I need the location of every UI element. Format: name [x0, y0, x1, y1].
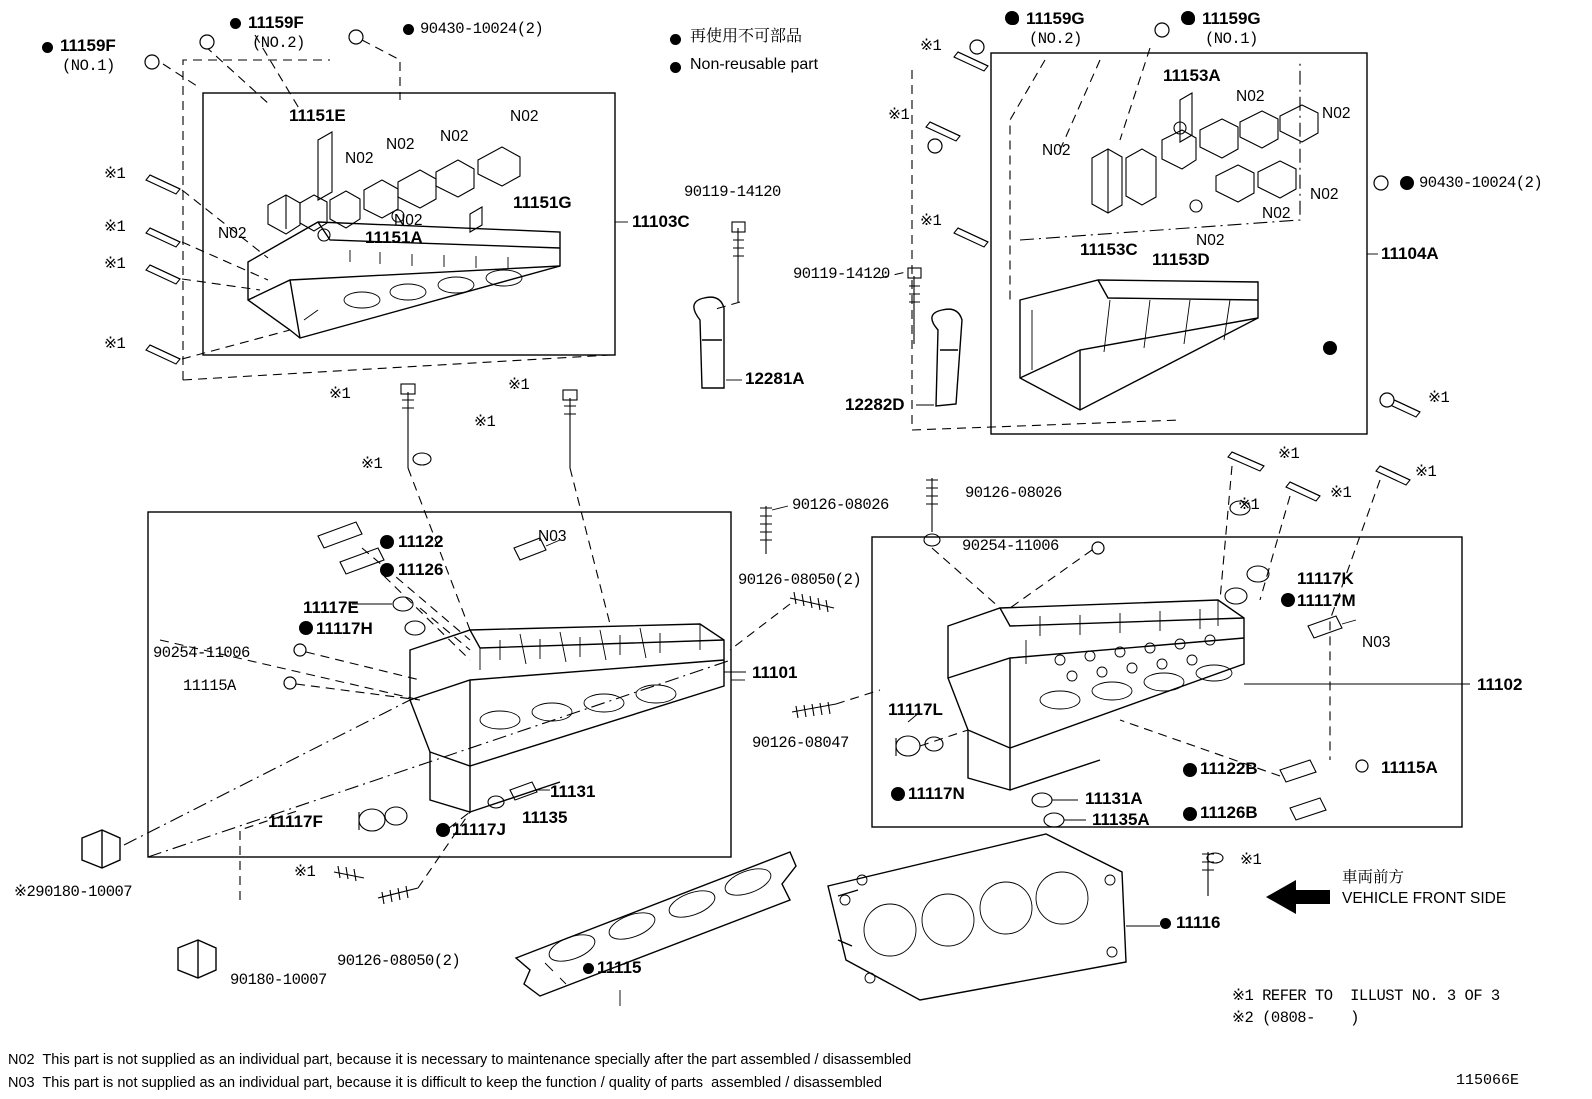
legend-label-en: Non-reusable part: [690, 56, 819, 73]
callout-11104a: 11104A: [1381, 244, 1439, 263]
callout-90254-left: 90254-11006: [153, 644, 250, 662]
callout-star1-lh-2: ※1: [474, 413, 496, 431]
callout-n03-right: N03: [1362, 634, 1391, 651]
legend-dot-en: [670, 62, 681, 73]
callout-11116: 11116: [1176, 913, 1221, 932]
callout-star1-lh-4: ※1: [361, 455, 383, 473]
callout-11117n: 11117N: [908, 784, 965, 803]
legend-label-jp: 再使用不可部品: [690, 28, 803, 45]
callout-11117l: 11117L: [888, 700, 943, 719]
callout-90430-right: 90430-10024(2): [1419, 174, 1543, 192]
callout-11117j: 11117J: [452, 820, 506, 839]
callout-11159f-no2: 11159F: [248, 13, 304, 32]
callout-star1-tl-3: ※1: [104, 255, 126, 273]
legend-dot-jp: [670, 34, 681, 45]
callout-11115a-right: 11115A: [1381, 758, 1438, 777]
callout-star1-rh-4: ※1: [1238, 496, 1260, 514]
callout-90119-1: 90119-14120: [684, 183, 781, 201]
callout-11159g-no2-sub: (NO.2): [1029, 30, 1082, 48]
callout-n03-left: N03: [538, 528, 567, 545]
callout-11153a: 11153A: [1163, 66, 1221, 85]
callout-11159f-no1-sub: (NO.1): [62, 57, 115, 75]
callout-11159g-no1: 11159G: [1202, 9, 1261, 28]
callout-n02-tl-5: N02: [510, 108, 539, 125]
callout-90126-08050-bottom: 90126-08050(2): [337, 952, 461, 970]
callout-90430-left: 90430-10024(2): [420, 20, 544, 38]
callout-star1-bl: ※1: [294, 863, 316, 881]
callout-90126-08047: 90126-08047: [752, 734, 849, 752]
callout-11117k: 11117K: [1297, 569, 1354, 588]
callout-11151a: 11151A: [365, 228, 423, 247]
callout-star1-rh-3: ※1: [1415, 463, 1437, 481]
callout-11102: 11102: [1477, 675, 1523, 694]
vehicle-front-label-en: VEHICLE FRONT SIDE: [1342, 890, 1507, 907]
callout-11135a: 11135A: [1092, 810, 1150, 829]
callout-11101: 11101: [752, 663, 798, 682]
dot-90430-right: [1402, 178, 1413, 189]
footnote-n02: N02 This part is not supplied as an individual part, because it is necessary to maintenance specially after the part assembled / disassembled: [8, 1052, 912, 1068]
callout-n02-tr-5: N02: [1262, 205, 1291, 222]
dot-11122: [382, 537, 393, 548]
vehicle-front-label-jp: 車両前方: [1342, 869, 1405, 886]
dot-11159f-no2: [230, 18, 241, 29]
callout-11151g: 11151G: [513, 193, 572, 212]
callout-n02-tl-4: N02: [440, 128, 469, 145]
callout-11115a-left: 11115A: [183, 677, 236, 695]
callout-star1-rh-2: ※1: [1330, 484, 1352, 502]
callout-n02-tr-2: N02: [1236, 88, 1265, 105]
callout-11159g-no2: 11159G: [1026, 9, 1085, 28]
dot-11126b: [1185, 808, 1196, 819]
callout-11117h: 11117H: [316, 619, 373, 638]
callout-11103c: 11103C: [632, 212, 690, 231]
callout-90126-08050-mid: 90126-08050(2): [738, 571, 862, 589]
callout-star1-tr-2: ※1: [888, 106, 910, 124]
refer-note-2: ※2 (0808- ): [1232, 1009, 1359, 1027]
callout-290180: ※290180-10007: [14, 883, 133, 901]
callout-11159f-no1: 11159F: [60, 36, 116, 55]
callout-11126: 11126: [398, 560, 444, 579]
callout-90119-2: 90119-14120: [793, 265, 890, 283]
callout-12281a: 12281A: [745, 369, 805, 388]
dot-11115: [583, 963, 594, 974]
callout-n02-tr-6: N02: [1196, 232, 1225, 249]
callout-90126-08026-right: 90126-08026: [965, 484, 1062, 502]
callout-star1-lh-1: ※1: [329, 385, 351, 403]
dot-11117h: [300, 623, 311, 634]
callout-11159f-no2-sub: (NO.2): [252, 34, 305, 52]
callout-star1-tr-3: ※1: [920, 212, 942, 230]
callout-11153d: 11153D: [1152, 250, 1210, 269]
callout-n02-tr-1: N02: [1042, 142, 1071, 159]
dot-11159g-no2: [1008, 14, 1019, 25]
callout-star1-lh-3: ※1: [508, 376, 530, 394]
dot-11116: [1160, 918, 1171, 929]
callout-12282d: 12282D: [845, 395, 905, 414]
callout-11131: 11131: [550, 782, 596, 801]
callout-90126-08026-left: 90126-08026: [792, 496, 889, 514]
callout-star1-rh-5: ※1: [1240, 851, 1262, 869]
callout-11115: 11115: [597, 958, 642, 977]
callout-star1-tr-4: ※1: [1428, 389, 1450, 407]
callout-11117f: 11117F: [268, 812, 323, 831]
callout-star1-tr-1: ※1: [920, 37, 942, 55]
callout-n02-tr-3: N02: [1322, 105, 1351, 122]
dot-11159f-no1: [42, 42, 53, 53]
callout-n02-tl-6: N02: [394, 212, 423, 229]
callout-star1-tl-1: ※1: [104, 165, 126, 183]
callout-11131a: 11131A: [1085, 789, 1143, 808]
dot-11122b: [1185, 764, 1196, 775]
callout-11135: 11135: [522, 808, 568, 827]
dot-11117m: [1283, 595, 1294, 606]
footnote-n03: N03 This part is not supplied as an individual part, because it is difficult to keep the function / quality of parts assembled / disassembled: [8, 1075, 882, 1091]
callout-11126b: 11126B: [1200, 803, 1258, 822]
dot-90430-left: [403, 24, 414, 35]
callout-11122: 11122: [398, 532, 444, 551]
callout-11117m: 11117M: [1297, 591, 1356, 610]
callout-n02-tl-2: N02: [345, 150, 374, 167]
diagram-id-code: 115066E: [1456, 1072, 1520, 1089]
callout-star1-tl-4: ※1: [104, 335, 126, 353]
callout-n02-tr-4: N02: [1310, 186, 1339, 203]
callout-90254-right: 90254-11006: [962, 537, 1059, 555]
callout-11117e: 11117E: [303, 598, 359, 617]
callout-n02-tl-1: N02: [218, 225, 247, 242]
refer-note-1: ※1 REFER TO ILLUST NO. 3 OF 3: [1232, 987, 1500, 1005]
callout-11153c: 11153C: [1080, 240, 1138, 259]
callout-11151e: 11151E: [289, 106, 346, 125]
dot-11159g-no1: [1184, 14, 1195, 25]
callout-11122b: 11122B: [1200, 759, 1258, 778]
callout-n02-tl-3: N02: [386, 136, 415, 153]
callout-90180: 90180-10007: [230, 971, 327, 989]
callout-11159g-no1-sub: (NO.1): [1205, 30, 1258, 48]
dot-11117n: [893, 789, 904, 800]
callout-star1-tl-2: ※1: [104, 218, 126, 236]
dot-11126: [382, 565, 393, 576]
dot-11117j: [438, 825, 449, 836]
callout-star1-rh-1: ※1: [1278, 445, 1300, 463]
